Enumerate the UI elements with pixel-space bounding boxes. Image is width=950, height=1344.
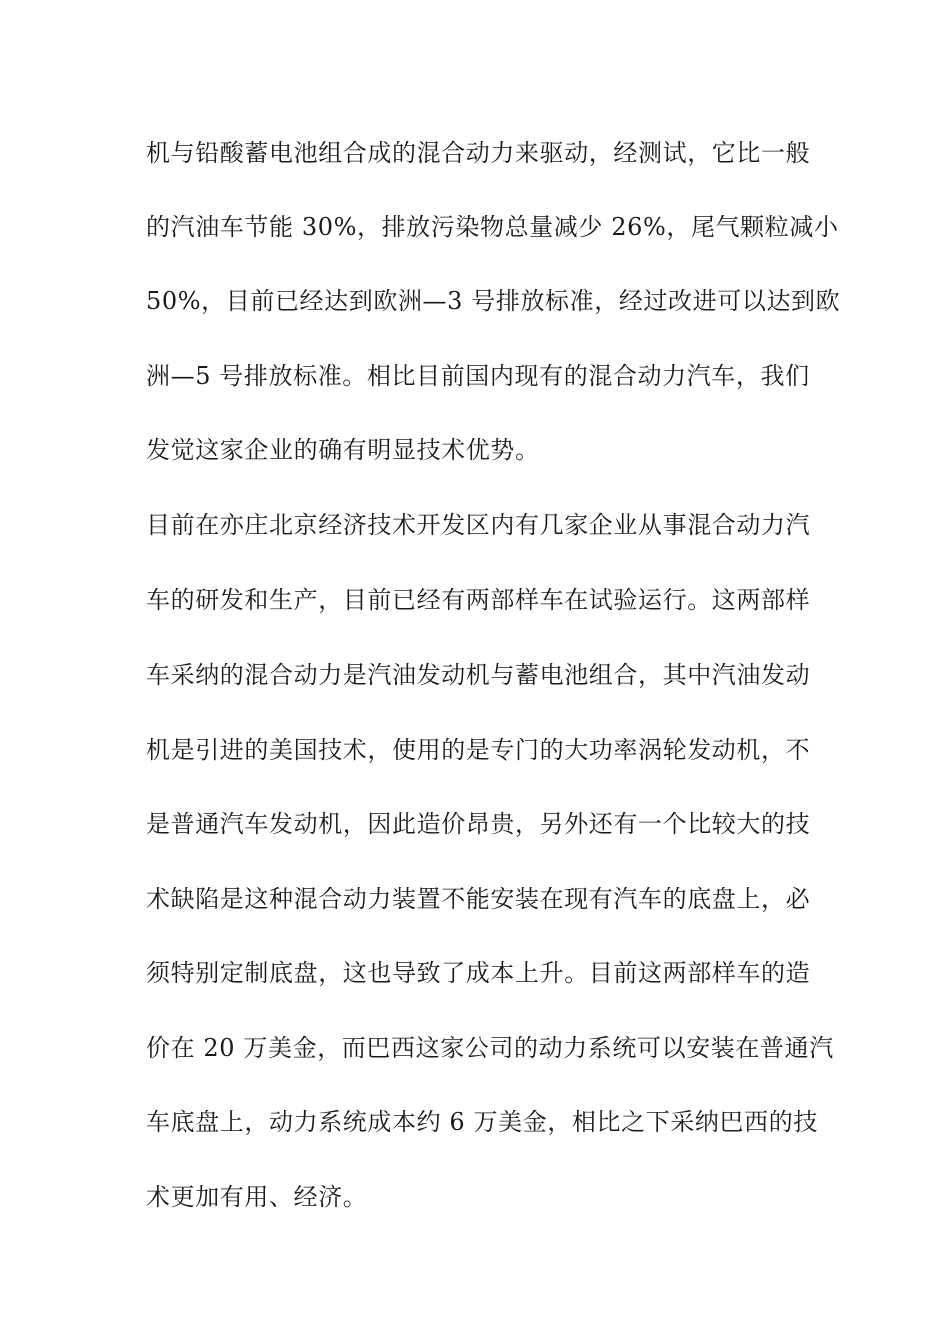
- text-line: 机是引进的美国技术，使用的是专门的大功率涡轮发动机，不: [146, 736, 811, 764]
- text-line: 机与铅酸蓄电池组合成的混合动力来驱动，经测试，它比一般: [146, 139, 811, 167]
- text-line: 车采纳的混合动力是汽油发动机与蓄电池组合，其中汽油发动: [146, 661, 811, 689]
- text-line: 术缺陷是这种混合动力装置不能安装在现有汽车的底盘上，必: [146, 885, 811, 913]
- text-line: 车底盘上，动力系统成本约 6 万美金，相比之下采纳巴西的技: [146, 1108, 818, 1136]
- text-line: 须特别定制底盘，这也导致了成本上升。目前这两部样车的造: [146, 959, 811, 987]
- text-line: 目前在亦庄北京经济技术开发区内有几家企业从事混合动力汽: [146, 511, 811, 539]
- text-line: 50%，目前已经达到欧洲—3 号排放标准，经过改进可以达到欧: [146, 287, 841, 315]
- text-line: 是普通汽车发动机，因此造价昂贵，另外还有一个比较大的技: [146, 810, 811, 838]
- text-line: 洲—5 号排放标准。相比目前国内现有的混合动力汽车，我们: [146, 362, 810, 390]
- text-line: 的汽油车节能 30%，排放污染物总量减少 26%，尾气颗粒减小: [146, 213, 839, 241]
- text-line: 发觉这家企业的确有明显技术优势。: [146, 436, 540, 464]
- text-line: 车的研发和生产，目前已经有两部样车在试验运行。这两部样: [146, 586, 811, 614]
- text-line: 价在 20 万美金，而巴西这家公司的动力系统可以安装在普通汽: [146, 1034, 834, 1062]
- text-line: 术更加有用、经济。: [146, 1183, 368, 1211]
